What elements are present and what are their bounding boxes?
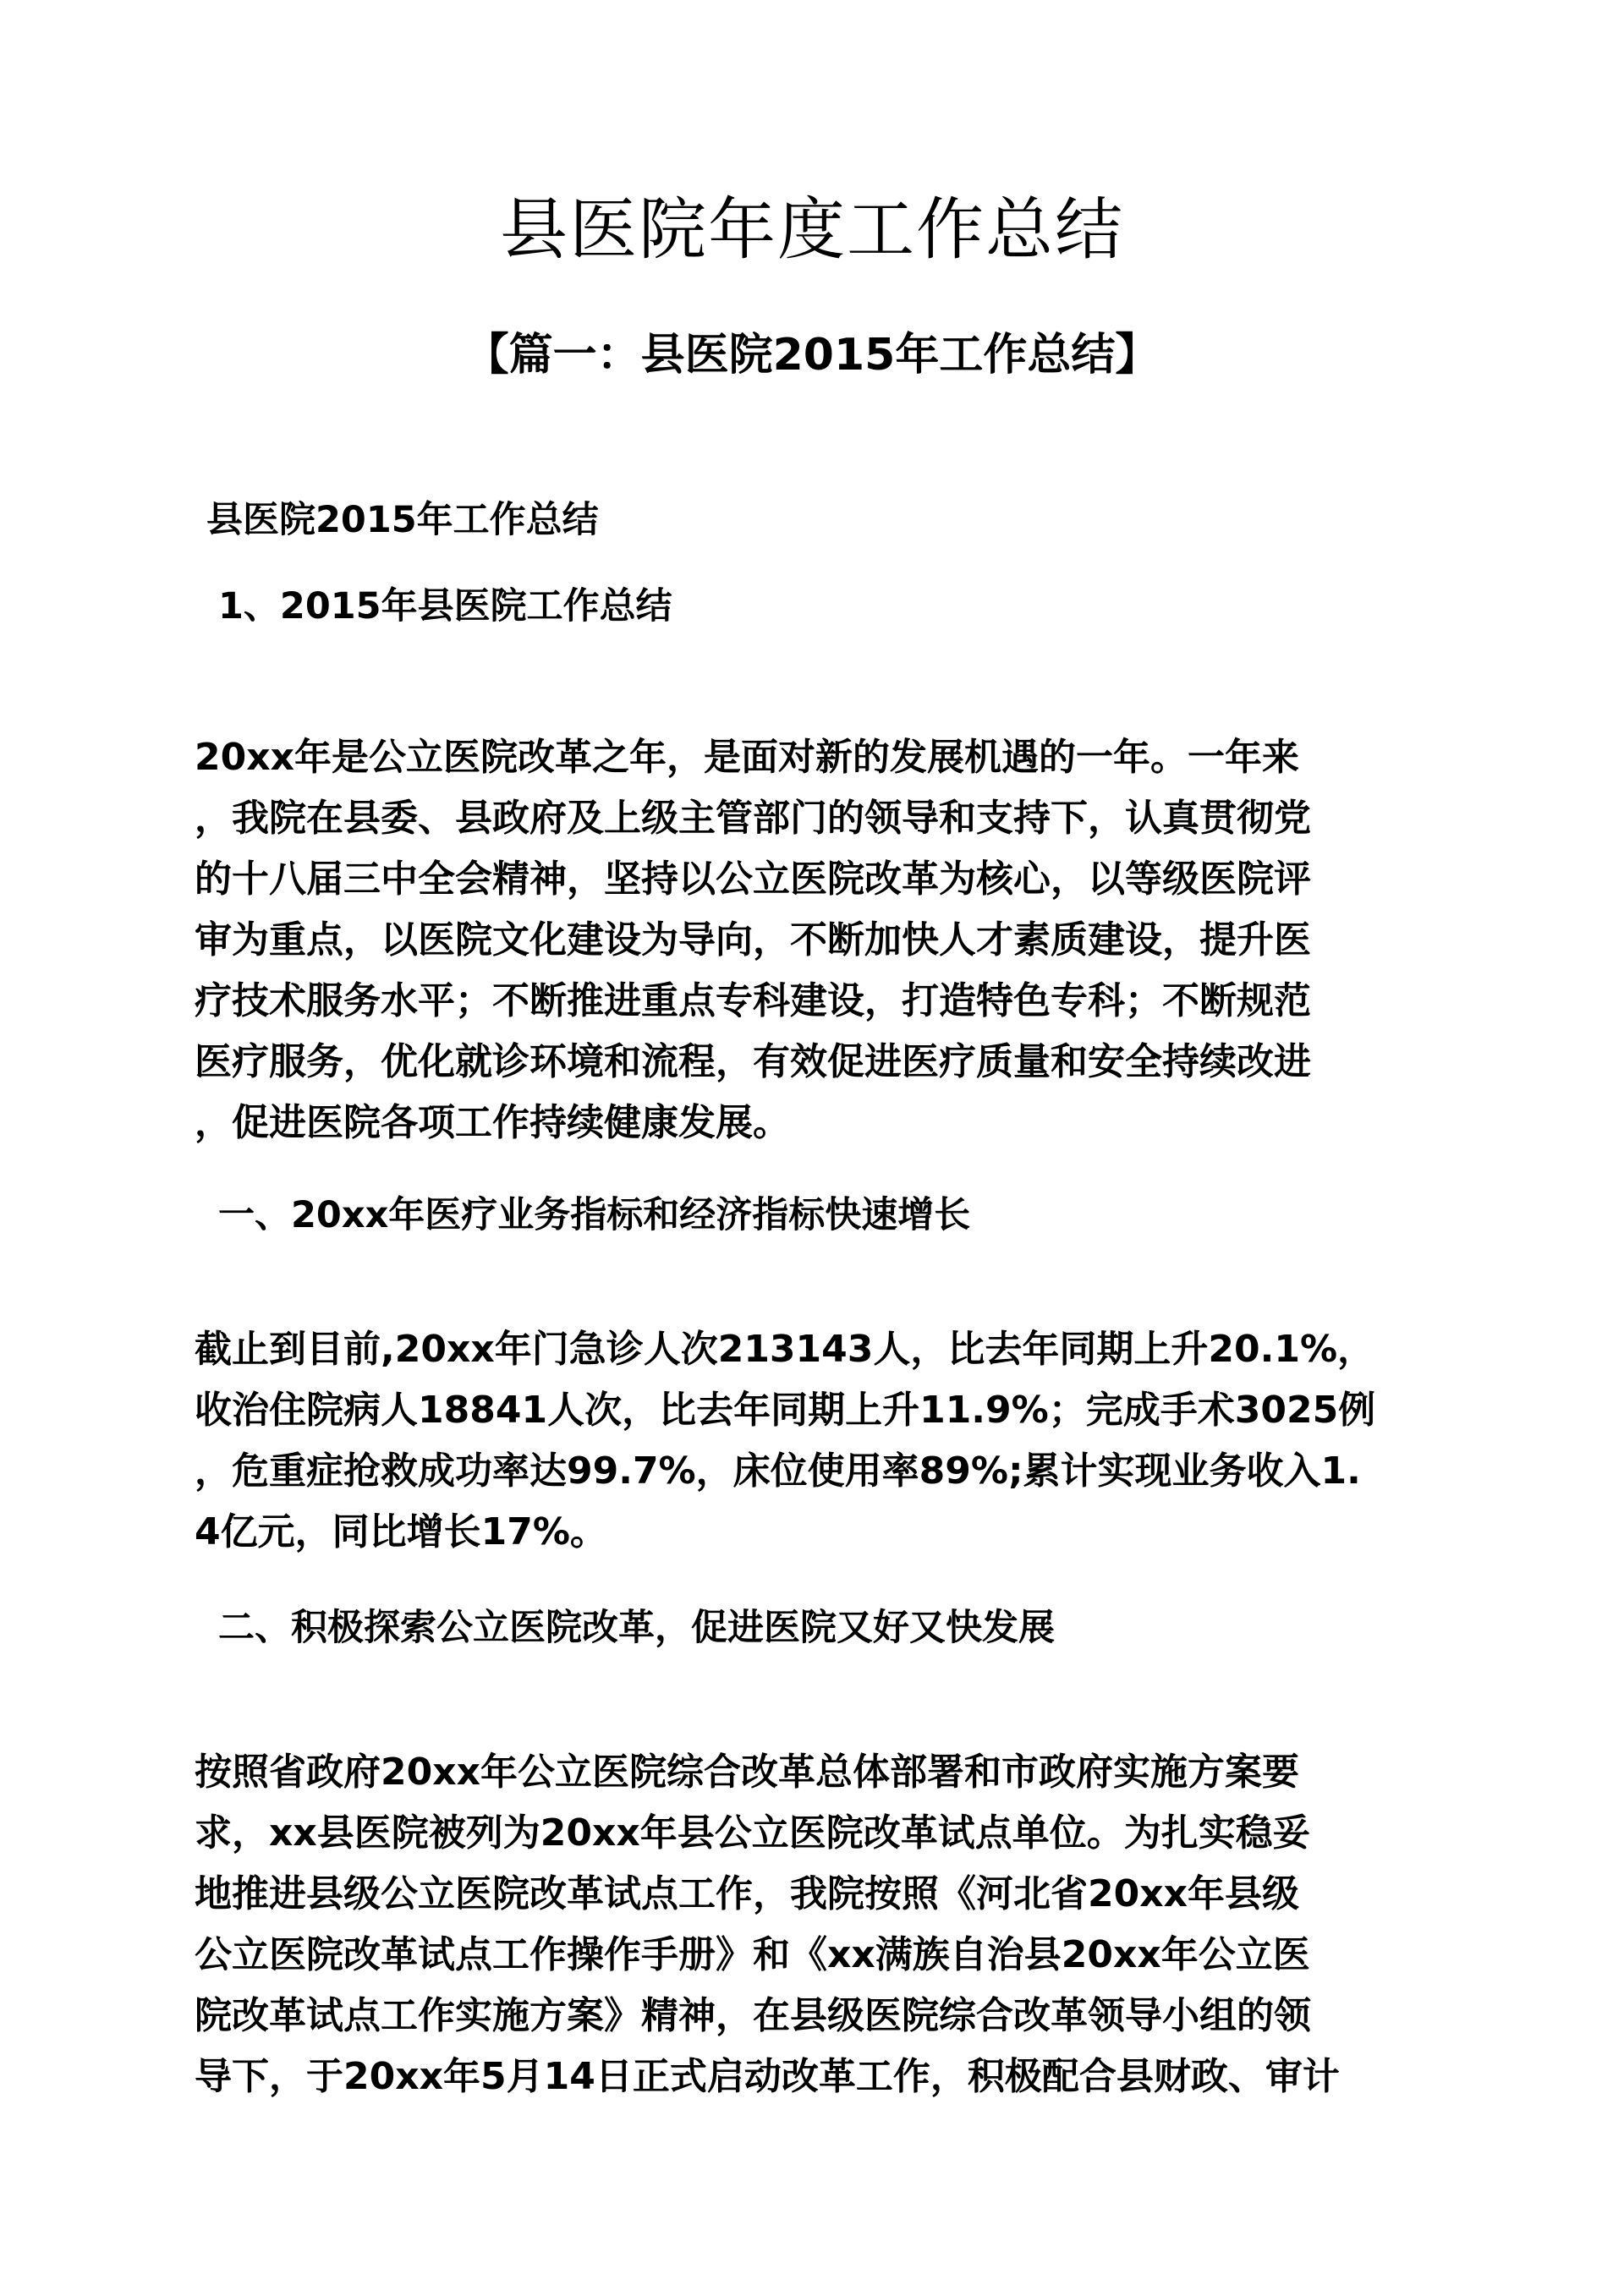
section-heading-main: 县医院2015年工作总结: [206, 499, 599, 541]
paragraph-line: 地推进县级公立医院改革试点工作，我院按照《河北省20xx年县级: [195, 1872, 1299, 1915]
paragraph-line: 审为重点，以医院文化建设为导向，不断加快人才素质建设，提升医: [195, 918, 1311, 962]
section-heading-one: 一、20xx年医疗业务指标和经济指标快速增长: [218, 1194, 971, 1236]
paragraph-line: 公立医院改革试点工作操作手册》和《xx满族自治县20xx年公立医: [195, 1933, 1310, 1976]
paragraph-line: 截止到目前,20xx年门急诊人次213143人，比去年同期上升20.1%，: [195, 1328, 1375, 1371]
paragraph-line: 收治住院病人18841人次，比去年同期上升11.9%；完成手术3025例: [195, 1389, 1376, 1432]
paragraph-line: 疗技术服务水平；不断推进重点专科建设，打造特色专科；不断规范: [195, 979, 1311, 1022]
paragraph-line: 医疗服务，优化就诊环境和流程，有效促进医疗质量和安全持续改进: [195, 1040, 1311, 1083]
paragraph-line: 20xx年是公立医院改革之年，是面对新的发展机遇的一年。一年来: [195, 736, 1299, 779]
metrics-paragraph: [195, 1319, 1463, 1563]
paragraph-line: 的十八届三中全会精神，坚持以公立医院改革为核心，以等级医院评: [195, 858, 1311, 901]
paragraph-line: 导下，于20xx年5月14日正式启动改革工作，积极配合县财政、审计: [195, 2055, 1340, 2098]
paragraph-line: 院改革试点工作实施方案》精神，在县级医院综合改革领导小组的领: [195, 1994, 1311, 2037]
paragraph-line: ，危重症抢救成功率达99.7%，床位使用率89%;累计实现业务收入1.: [195, 1449, 1361, 1493]
section-heading-two: 二、积极探索公立医院改革，促进医院又好又快发展: [218, 1607, 1055, 1649]
intro-paragraph: [195, 727, 1463, 1153]
paragraph-line: ，我院在县委、县政府及上级主管部门的领导和支持下，认真贯彻党: [195, 797, 1311, 840]
paragraph-line: 按照省政府20xx年公立医院综合改革总体部署和市政府实施方案要: [195, 1751, 1299, 1794]
section-heading-1: 1、2015年县医院工作总结: [218, 585, 672, 627]
document-subtitle: 【篇一：县医院2015年工作总结】: [464, 330, 1160, 381]
paragraph-line: 求，xx县医院被列为20xx年县公立医院改革试点单位。为扎实稳妥: [195, 1811, 1310, 1855]
reform-paragraph: [195, 1742, 1463, 2107]
document-title: 县医院年度工作总结: [500, 190, 1124, 269]
paragraph-line: 4亿元，同比增长17%。: [195, 1510, 607, 1553]
paragraph-line: ，促进医院各项工作持续健康发展。: [195, 1101, 790, 1144]
